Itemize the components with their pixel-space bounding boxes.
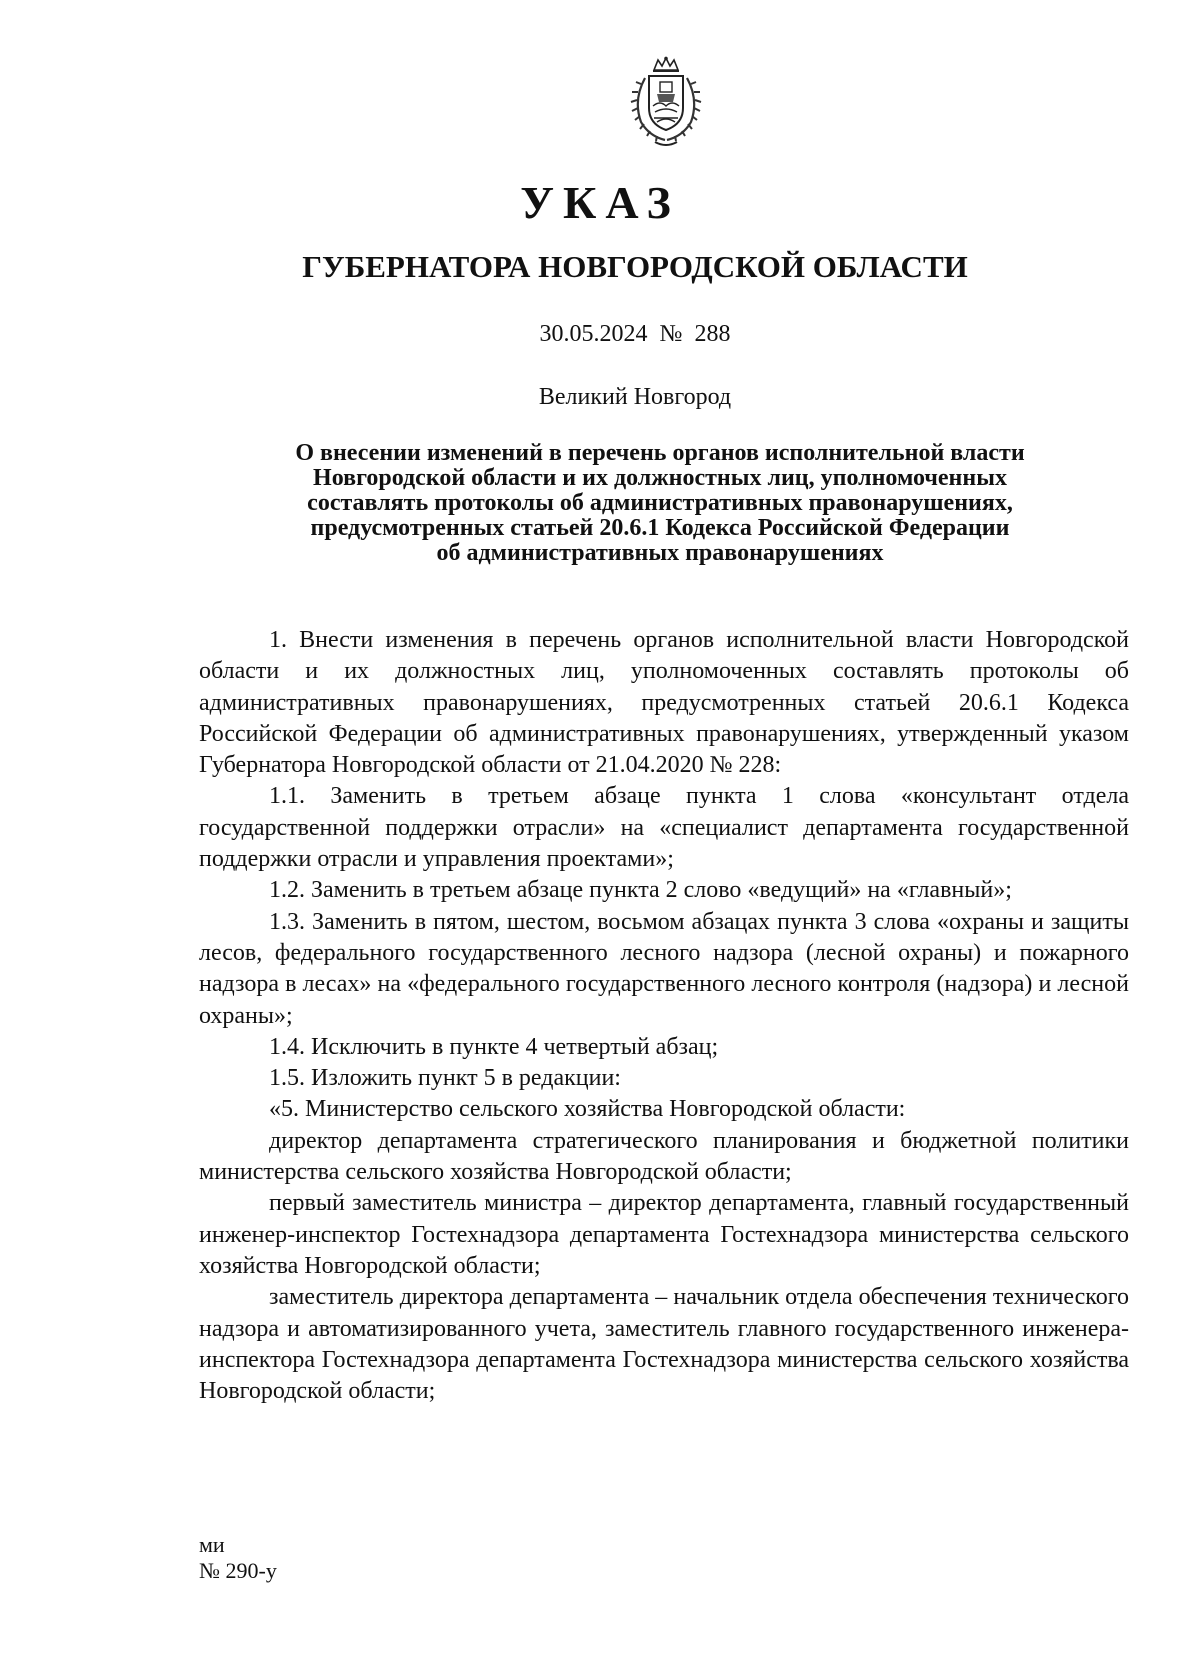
decree-heading [230, 441, 1090, 566]
date-number-line [0, 318, 1200, 350]
heading-line: О внесении изменений в перечень органов исполнительной власти [295, 440, 1025, 466]
footer-note [199, 1532, 277, 1584]
body-paragraph: 1.3. Заменить в пятом, шестом, восьмом абзацах пункта 3 слова «охраны и защиты лесов, федерального государственного лесного надзора (лесной охраны) и пожарного надзора в лесах» на «федерального государственного лесного контроля (надзора) и лесной охраны»; [199, 908, 1129, 1029]
body-paragraph: первый заместитель министра – директор департамента, главный государственный инженер-инспектор Гостехнадзора департамента Гостехнадзора министерства сельского хозяйства Новгородской области; [199, 1190, 1129, 1279]
body-paragraph: 1.5. Изложить пункт 5 в редакции: [269, 1065, 621, 1092]
decree-date: 30.05.2024 [539, 321, 648, 347]
body-paragraph: заместитель директора департамента – начальник отдела обеспечения технического надзора и автоматизированного учета, заместитель главного государственного инженера-инспектора Гостехнадзора департамента Гостехнадзора министерства сельского хозяйства Новгородской области; [199, 1284, 1129, 1405]
document-subtitle: ГУБЕРНАТОРА НОВГОРОДСКОЙ ОБЛАСТИ [302, 249, 968, 284]
number-sign: № [659, 321, 683, 347]
place-of-issue: Великий Новгород [538, 384, 732, 410]
decree-body [199, 625, 1129, 1407]
executor-initials: ми [199, 1532, 225, 1557]
body-paragraph: директор департамента стратегического планирования и бюджетной политики министерства сельского хозяйства Новгородской области; [199, 1127, 1129, 1186]
novgorod-oblast-coat-of-arms-icon [627, 56, 705, 150]
decree-number: 288 [694, 321, 731, 347]
body-paragraph: 1.2. Заменить в третьем абзаце пункта 2 слово «ведущий» на «главный»; [269, 877, 1012, 904]
heading-line: составлять протоколы об административных правонарушениях, [307, 490, 1013, 516]
body-paragraph: 1. Внести изменения в перечень органов исполнительной власти Новгородской области и их должностных лиц, уполномоченных составлять протоколы об административных правонарушениях, предусмотренных статьей 20.6.1 Кодекса Российской Федерации об административных правонарушениях, утвержденный указом Губернатора Новгородской области от 21.04.2020 № 228: [199, 627, 1129, 779]
heading-line: предусмотренных статьей 20.6.1 Кодекса Российской Федерации [310, 515, 1010, 541]
heading-line: об административных правонарушениях [436, 540, 884, 566]
heading-line: Новгородской области и их должностных лиц, уполномоченных [313, 465, 1007, 491]
document-title: УКАЗ [520, 177, 680, 228]
body-paragraph: 1.4. Исключить в пункте 4 четвертый абзац; [269, 1033, 719, 1060]
body-paragraph: 1.1. Заменить в третьем абзаце пункта 1 слова «консультант отдела государственной поддержки отрасли» на «специалист департамента государственной поддержки отрасли и управления проектами»; [199, 783, 1129, 873]
body-paragraph: «5. Министерство сельского хозяйства Новгородской области: [269, 1096, 906, 1123]
registry-number: № 290-у [199, 1558, 277, 1583]
